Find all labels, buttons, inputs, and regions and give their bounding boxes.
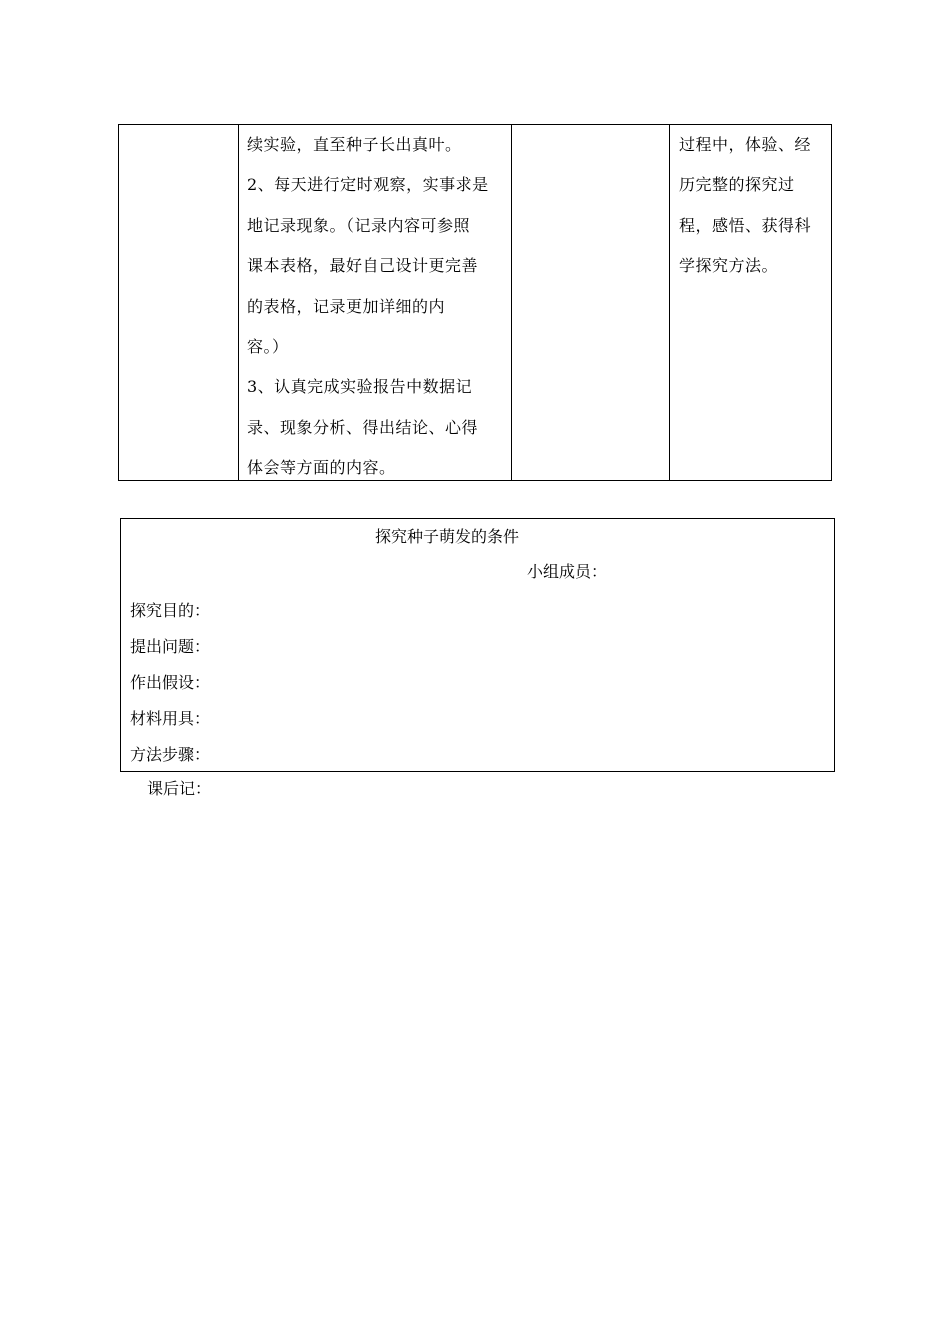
members-label: 小组成员： xyxy=(527,562,608,581)
intent-line: 历完整的探究过 xyxy=(679,175,795,195)
process-cell xyxy=(247,125,509,489)
process-line: 容。） xyxy=(247,337,289,357)
field-method: 方法步骤： xyxy=(130,745,211,764)
process-line: 体会等方面的内容。 xyxy=(247,458,396,478)
report-form xyxy=(120,518,835,772)
intent-line: 程，感悟、获得科 xyxy=(679,215,812,235)
after-class-note: 课后记： xyxy=(147,779,212,798)
column-divider-3 xyxy=(669,125,670,480)
process-line: 续实验，直至种子长出真叶。 xyxy=(247,135,462,154)
form-fields xyxy=(130,593,210,773)
lesson-table xyxy=(118,124,832,481)
process-line: 2、每天进行定时观察，实事求是 xyxy=(247,175,489,195)
process-line: 课本表格，最好自己设计更完善 xyxy=(247,256,479,276)
intent-line: 学探究方法。 xyxy=(679,256,779,276)
column-divider-1 xyxy=(238,125,239,480)
field-purpose: 探究目的： xyxy=(130,601,211,620)
intent-cell xyxy=(679,125,829,287)
process-line: 录、现象分析、得出结论、心得 xyxy=(247,417,479,437)
process-line: 的表格，记录更加详细的内 xyxy=(247,296,446,316)
field-question: 提出问题： xyxy=(130,637,211,656)
field-materials: 材料用具： xyxy=(130,709,211,728)
field-hypothesis: 作出假设： xyxy=(130,673,211,692)
column-divider-2 xyxy=(511,125,512,480)
process-line: 3、认真完成实验报告中数据记 xyxy=(247,377,473,397)
process-line: 地记录现象。（记录内容可参照 xyxy=(247,215,471,235)
intent-line: 过程中，体验、经 xyxy=(679,135,812,154)
form-title: 探究种子萌发的条件 xyxy=(375,527,520,546)
